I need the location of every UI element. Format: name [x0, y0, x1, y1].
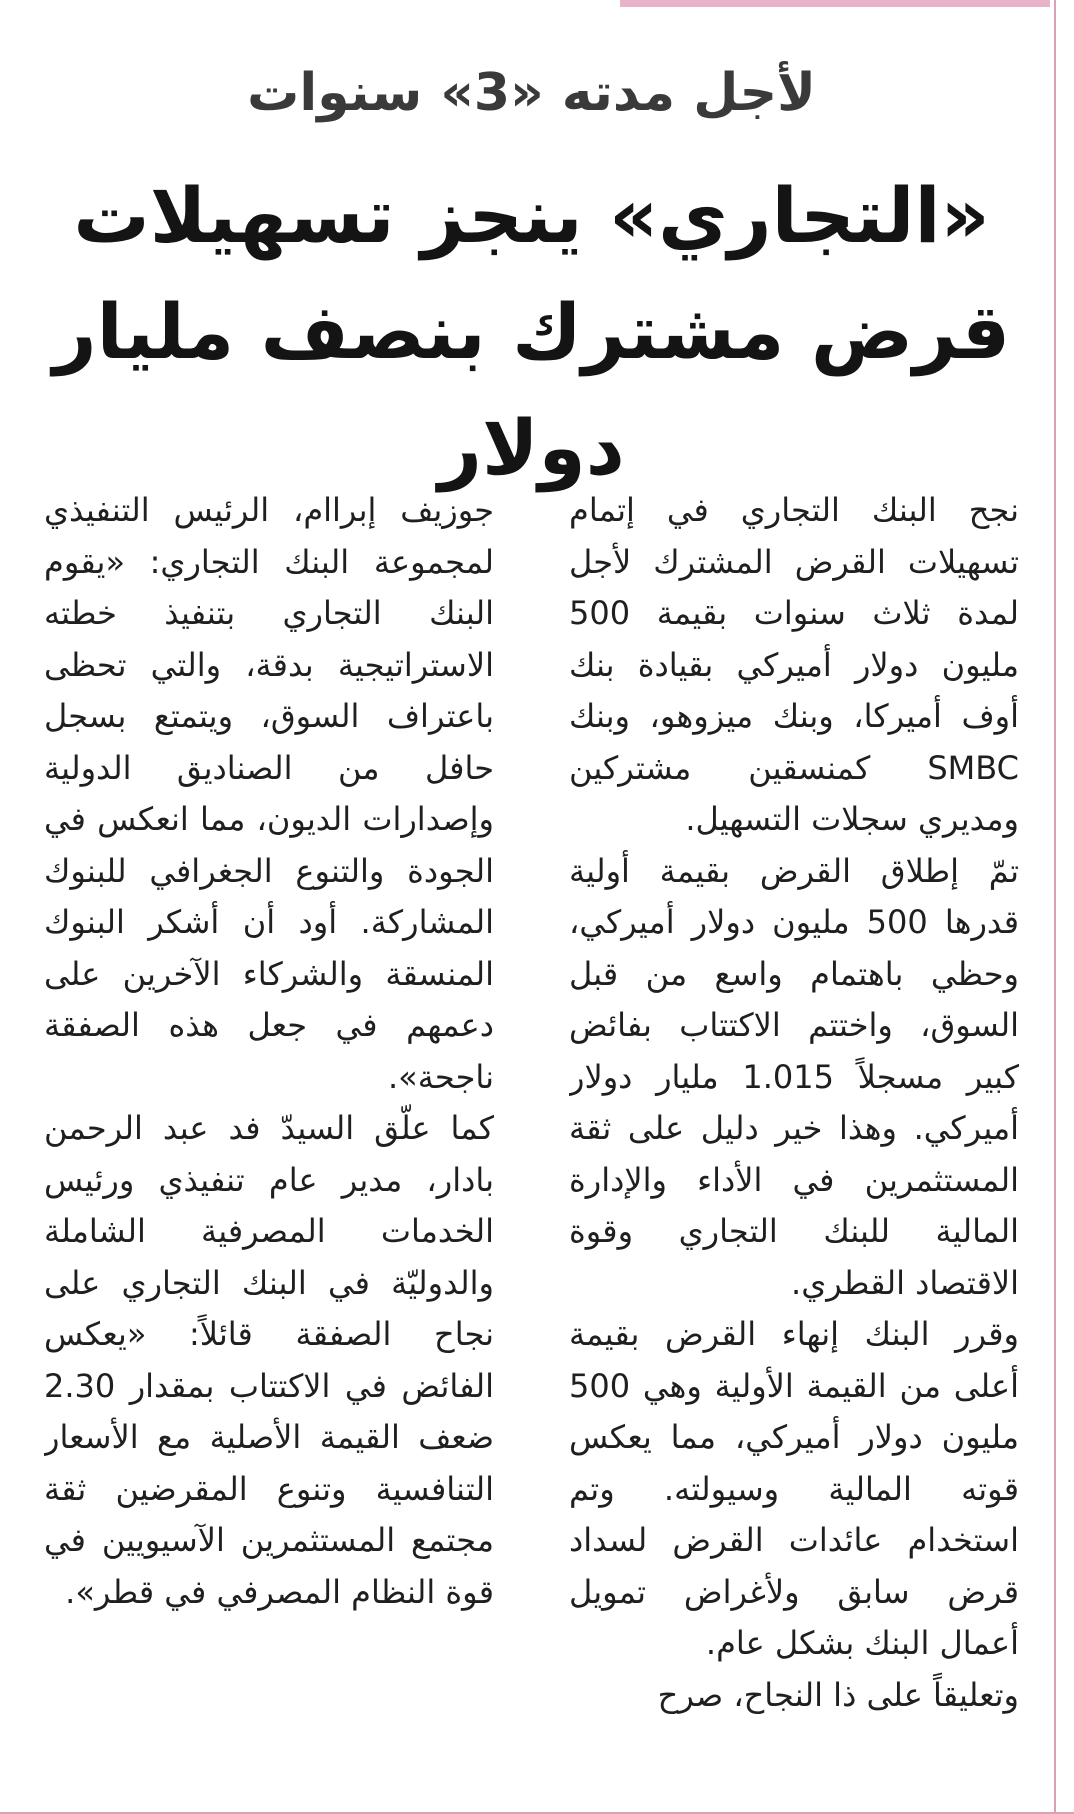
paragraph: وتعليقاً على ذا النجاح، صرح — [657, 1675, 1019, 1714]
body-column-right — [569, 485, 1019, 1775]
paragraph: نجح البنك التجاري في إتمام تسهيلات القرض المشترك لأجل لمدة ثلاث سنوات بقيمة 500 مليون دولار أميركي بقيادة بنك أوف أميركا، وبنك ميزوهو، وبنك SMBC كمنسقين مشتركين ومديري سجلات التسهيل. — [569, 491, 1019, 838]
article-headline: «التجاري» ينجز تسهيلات قرض مشترك بنصف مليار دولار — [52, 171, 1011, 492]
top-accent-bar — [620, 0, 1050, 7]
body-column-left — [44, 485, 494, 1775]
article-body — [44, 485, 1019, 1775]
paragraph: وقرر البنك إنهاء القرض بقيمة أعلى من القيمة الأولية وهي 500 مليون دولار أميركي، مما يعكس قوته المالية وسيولته. وتم استخدام عائدات القرض لسداد قرض سابق ولأغراض تمويل أعمال البنك بشكل عام. — [569, 1315, 1019, 1662]
news-article — [44, 50, 1019, 1780]
page-border-right — [1054, 0, 1056, 1814]
paragraph: تمّ إطلاق القرض بقيمة أولية قدرها 500 مليون دولار أميركي، وحظي باهتمام واسع من قبل السوق، واختتم الاكتتاب بفائض كبير مسجلاً 1.015 مليار دولار أميركي. وهذا خير دليل على ثقة المستثمرين في الأداء والإدارة المالية للبنك التجاري وقوة الاقتصاد القطري. — [569, 851, 1019, 1302]
paragraph: جوزيف إبراام، الرئيس التنفيذي لمجموعة البنك التجاري: «يقوم البنك التجاري بتنفيذ خطته الاستراتيجية بدقة، والتي تحظى باعتراف السوق، ويتمتع بسجل حافل من الصناديق الدولية وإصدارات الديون، مما انعكس في الجودة والتنوع الجغرافي للبنوك المشاركة. أود أن أشكر البنوك المنسقة والشركاء الآخرين على دعمهم في جعل هذه الصفقة ناجحة». — [44, 491, 494, 1096]
paragraph: كما علّق السيدّ فد عبد الرحمن بادار، مدير عام تنفيذي ورئيس الخدمات المصرفية الشاملة والدوليّة في البنك التجاري على نجاح الصفقة قائلاً: «يعكس الفائض في الاكتتاب بمقدار 2.30 ضعف القيمة الأصلية مع الأسعار التنافسية وتنوع المقرضين ثقة مجتمع المستثمرين الآسيويين في قوة النظام المصرفي في قطر». — [44, 1109, 494, 1611]
article-kicker: لأجل مدته «3» سنوات — [247, 63, 816, 123]
